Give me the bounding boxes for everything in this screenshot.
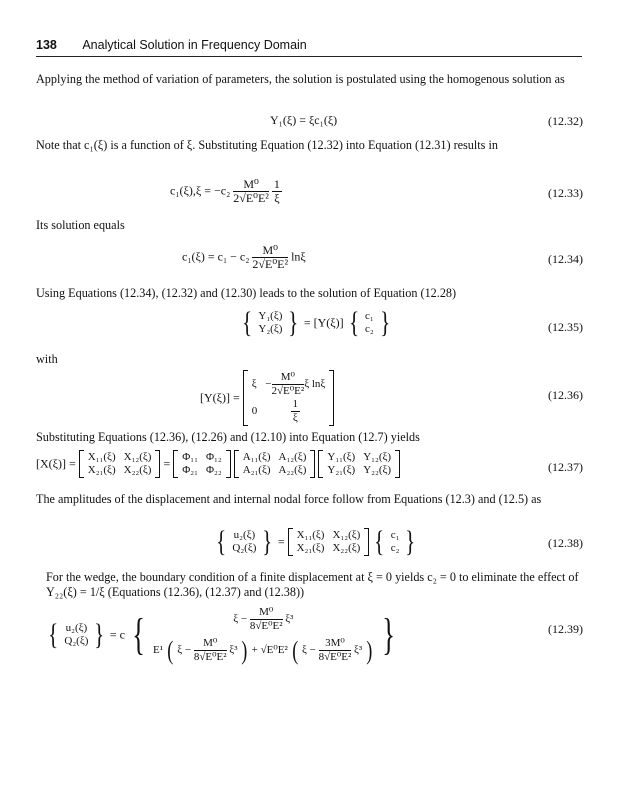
left-paren: ( (291, 636, 298, 665)
eq36-m22 (261, 398, 329, 425)
eq38-vector-uq (231, 529, 257, 555)
eq39-bot-b: ξ − (177, 644, 192, 657)
page-number: 138 (36, 38, 57, 52)
eq36-matrix (243, 370, 335, 426)
eq38-matrix-x (288, 528, 370, 556)
eq36-m12: − $\frac{\text{M⁰}}{\text{2√E⁰E²}}$ ξ lnξ (265, 371, 326, 397)
eq34-numerator: M⁰ (252, 244, 288, 258)
eq36-m12-fraction (272, 371, 305, 398)
eq38-x12: X₁₂(ξ) (332, 529, 361, 541)
eq34-fraction (252, 244, 288, 271)
equation-12-37 (36, 450, 400, 478)
equation-number-12-34: (12.34) (548, 252, 583, 266)
eq36-lhs: [Y(ξ)] = (200, 390, 240, 405)
eq37-phi12: Φ₁₂ (205, 451, 222, 463)
equation-number-12-35: (12.35) (548, 320, 583, 334)
equation-12-36 (200, 370, 334, 426)
left-brace: { (374, 525, 385, 558)
eq39-bot-d: + √E⁰E² (251, 644, 288, 657)
eq39-top-a: ξ − (233, 613, 248, 626)
eq35-y1: Y₁(ξ) (258, 310, 283, 322)
eq37-equals: = (163, 456, 174, 471)
equation-number-12-32: (12.32) (548, 114, 583, 128)
paragraph-4: Using Equations (12.34), (12.32) and (12.30) leads to the solution of Equation (12.28) (36, 286, 457, 300)
eq39-bottom-row (152, 633, 375, 664)
paragraph-3: Its solution equals (36, 218, 125, 232)
paragraph-2: Note that c₁(ξ) is a function of ξ. Substituting Equation (12.32) into Equation (12.31) results in (36, 138, 498, 152)
eq33-lhs: c₁(ξ),ξ = −c₂ (170, 183, 231, 198)
running-header (36, 38, 307, 52)
left-brace: { (242, 306, 253, 339)
eq39-rhs-vector (152, 606, 375, 664)
eq33-numerator: M⁰ (233, 178, 269, 192)
equation-12-39 (46, 606, 399, 664)
eq39-bot-e: ξ − (301, 644, 316, 657)
eq36-m22-fraction (291, 398, 301, 425)
eq34-lhs: c₁(ξ) = c₁ − c₂ (182, 249, 250, 264)
eq39-top-row (152, 606, 375, 633)
eq36-m12-tail: ξ lnξ (304, 378, 326, 391)
eq34-tail: lnξ (291, 249, 306, 264)
eq36-m11: ξ (251, 378, 257, 390)
equation-12-34 (182, 244, 306, 271)
eq38-equals: = (277, 534, 285, 549)
eq36-m12-numerator: M⁰ (272, 371, 305, 385)
eq37-a12: A₁₂(ξ) (278, 451, 307, 463)
paragraph-7: The amplitudes of the displacement and internal nodal force follow from Equations (12.3) and (12.5) as (36, 492, 542, 506)
eq39-top-denominator: 8√E⁰E² (249, 620, 283, 632)
eq37-phi11: Φ₁₁ (182, 451, 198, 463)
eq35-mid: = [Y(ξ)] (303, 315, 344, 330)
eq39-top-fraction (250, 606, 283, 633)
running-title: Analytical Solution in Frequency Domain (82, 38, 307, 52)
right-brace: } (405, 525, 416, 558)
eq37-phi21: Φ₂₁ (182, 464, 198, 476)
eq36-m22-numerator: 1 (292, 398, 299, 410)
paragraph-5: with (36, 352, 58, 366)
right-brace: } (94, 618, 105, 651)
eq35-y2: Y₂(ξ) (258, 323, 283, 335)
equation-12-32: Y₁(ξ) = ξc₁(ξ) (270, 113, 338, 127)
eq39-bot-fraction-2 (319, 637, 352, 664)
eq37-a21: A₂₁(ξ) (242, 464, 271, 476)
eq39-vector-uq (63, 622, 89, 648)
right-brace: } (288, 306, 299, 339)
paragraph-8: For the wedge, the boundary condition of a finite displacement at ξ = 0 yields c₂ = 0 to eliminate the effect of Y₂₂(ξ) = 1/ξ (Equations (12.36), (12.37) and (12.38)) (46, 570, 579, 599)
eq39-bot-numerator-2: 3M⁰ (319, 637, 352, 651)
eq39-top-numerator: M⁰ (250, 606, 283, 620)
paragraph-1: Applying the method of variation of parameters, the solution is postulated using the homogenous solution as (36, 72, 565, 86)
eq33-fraction (233, 178, 269, 205)
eq33-denominator: 2√E⁰E² (233, 191, 269, 205)
eq39-bot-denominator-2: 8√E⁰E² (318, 651, 352, 663)
eq33-numerator-2: 1 (273, 177, 280, 191)
header-rule (36, 56, 582, 57)
eq38-x11: X₁₁(ξ) (296, 529, 325, 541)
eq38-x22: X₂₂(ξ) (332, 542, 361, 554)
right-paren: ) (366, 636, 373, 665)
eq39-bot-f: ξ³ (354, 644, 363, 657)
equation-12-33 (170, 178, 282, 205)
right-brace: } (262, 525, 273, 558)
eq36-m12-denominator: 2√E⁰E² (271, 385, 305, 397)
equation-number-12-37: (12.37) (548, 460, 583, 474)
eq35-c2: c₂ (365, 323, 374, 335)
eq38-c2: c₂ (390, 542, 400, 554)
eq37-matrix-x (79, 450, 161, 478)
eq39-eqc: = c (109, 627, 125, 642)
eq37-a22: A₂₂(ξ) (278, 464, 307, 476)
eq37-phi22: Φ₂₂ (205, 464, 222, 476)
eq37-x12: X₁₂(ξ) (123, 451, 152, 463)
equation-12-38 (214, 525, 418, 558)
left-brace: { (348, 306, 359, 339)
left-brace: { (216, 525, 227, 558)
right-paren: ) (241, 636, 248, 665)
eq33-fraction-2 (272, 178, 282, 205)
eq37-y21: Y₂₁(ξ) (327, 464, 356, 476)
eq39-bot-denominator-1: 8√E⁰E² (193, 651, 227, 663)
eq37-lhs: [X(ξ)] = (36, 456, 76, 471)
eq33-denominator-2: ξ (274, 191, 280, 205)
left-brace: { (48, 618, 59, 651)
eq39-q2: Q₂(ξ) (64, 635, 89, 647)
eq38-q2: Q₂(ξ) (232, 542, 257, 554)
eq35-vector-c (364, 310, 375, 336)
eq37-matrix-y (318, 450, 400, 478)
big-left-brace: { (132, 610, 145, 659)
eq39-bot-numerator-1: M⁰ (194, 637, 227, 651)
eq36-m22-denominator: ξ (292, 412, 298, 424)
eq37-a11: A₁₁(ξ) (242, 451, 271, 463)
big-right-brace: } (381, 610, 395, 659)
eq38-u2: u₂(ξ) (233, 529, 256, 541)
eq39-bot-fraction-1 (194, 637, 227, 664)
eq39-u2: u₂(ξ) (65, 622, 88, 634)
paragraph-6: Substituting Equations (12.36), (12.26) and (12.10) into Equation (12.7) yields (36, 430, 420, 444)
equation-12-35 (240, 306, 392, 339)
equation-number-12-36: (12.36) (548, 388, 583, 402)
eq38-x21: X₂₁(ξ) (296, 542, 325, 554)
eq37-x22: X₂₂(ξ) (123, 464, 152, 476)
eq37-y22: Y₂₂(ξ) (363, 464, 392, 476)
equation-number-12-38: (12.38) (548, 536, 583, 550)
eq39-top-b: ξ³ (285, 613, 294, 626)
equation-number-12-39: (12.39) (548, 622, 583, 636)
eq34-denominator: 2√E⁰E² (252, 257, 289, 271)
eq37-x21: X₂₁(ξ) (87, 464, 116, 476)
eq38-vector-c (390, 529, 401, 555)
equation-number-12-33: (12.33) (548, 186, 583, 200)
eq37-y12: Y₁₂(ξ) (363, 451, 392, 463)
eq39-bot-c: ξ³ (229, 644, 238, 657)
eq37-matrix-phi (173, 450, 230, 478)
eq35-vector-y (257, 310, 283, 336)
eq39-bot-a: E¹ (153, 644, 164, 657)
eq35-c1: c₁ (365, 310, 374, 322)
right-brace: } (379, 306, 390, 339)
left-paren: ( (167, 636, 174, 665)
eq38-c1: c₁ (390, 529, 400, 541)
eq37-matrix-a (234, 450, 316, 478)
eq36-m21: 0 (251, 405, 258, 417)
eq37-y11: Y₁₁(ξ) (327, 451, 356, 463)
eq37-x11: X₁₁(ξ) (87, 451, 116, 463)
